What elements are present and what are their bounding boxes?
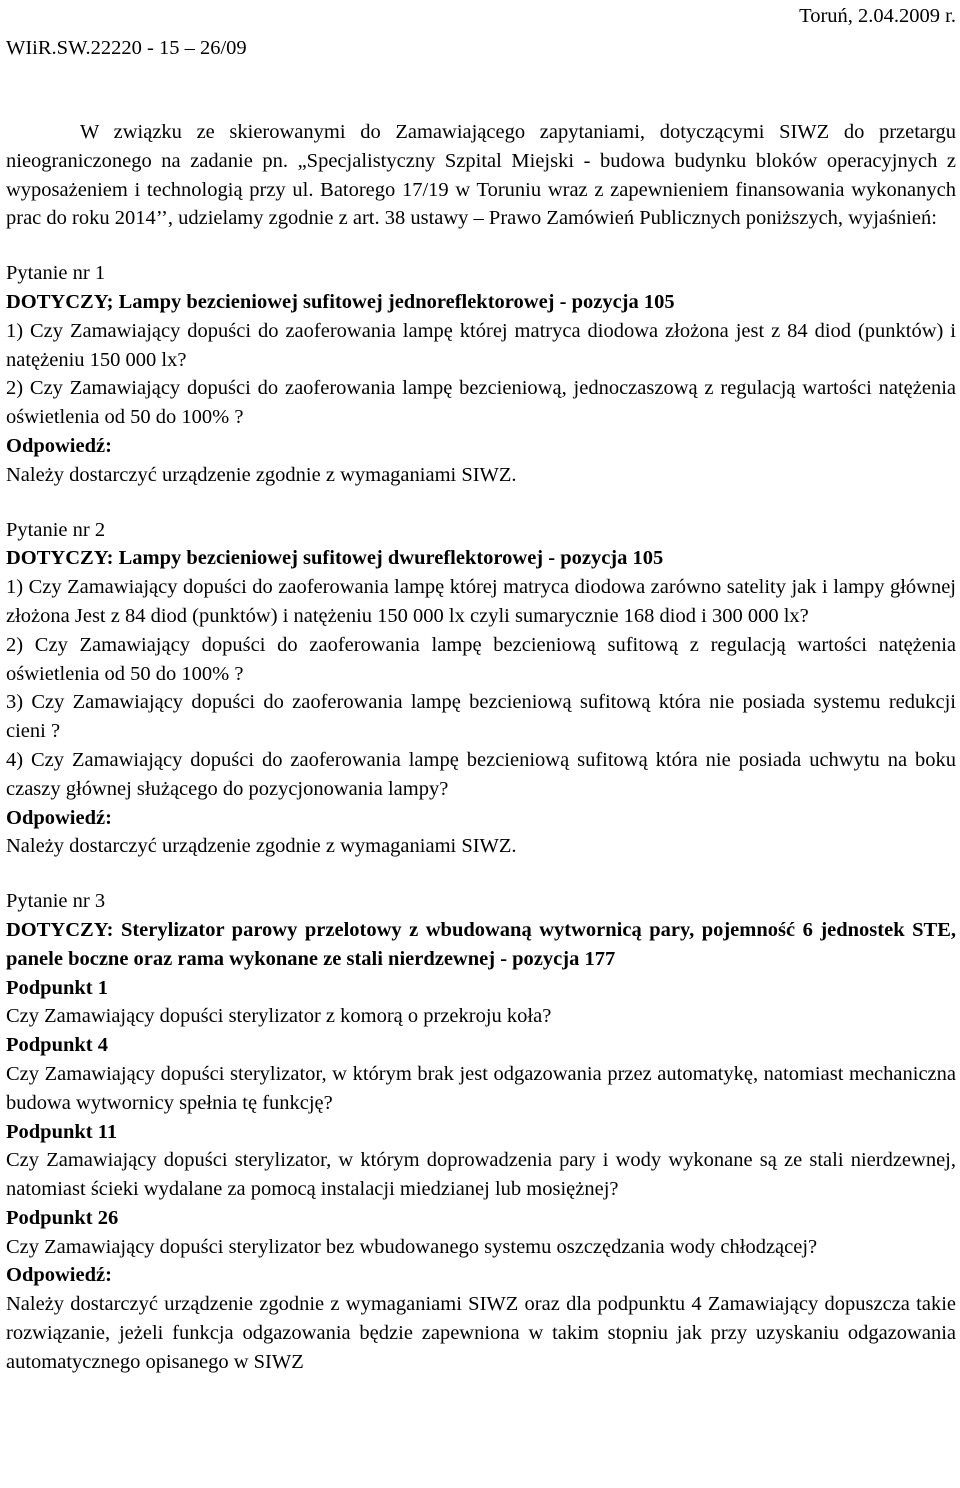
subpoint-text: Czy Zamawiający dopuści sterylizator z komorą o przekroju koła? [6,1005,552,1028]
reference-number: WIiR.SW.22220 - 15 – 26/09 [6,37,247,59]
question-item: 2) Czy Zamawiający dopuści do zaoferowania lampę bezcieniową, jednoczaszową z regulacją wartości natężenia oświetlenia od 50 do 100% ? [6,377,956,429]
question-subject: DOTYCZY; Lampy bezcieniowej sufitowej jednoreflektorowej - pozycja 105 [6,290,675,313]
subpoint-text: Czy Zamawiający dopuści sterylizator, w którym brak jest odgazowania przez automatykę, natomiast mechaniczna budowa wytwornicy spełnia tę funkcję? [6,1062,956,1114]
intro-paragraph: W związku ze skierowanymi do Zamawiającego zapytaniami, dotyczącymi SIWZ do przetargu nieograniczonego na zadanie pn. „Specjalistyczny Szpital Miejski - budowa budynku bloków operacyjnych z wyposażeniem i technologią przy ul. Batorego 17/19 w Toruniu wraz z zapewnieniem finansowania wykonanych prac do roku 2014’’, udzielamy zgodnie z art. 38 ustawy – Prawo Zamówień Publicznych poniższych, wyjaśnień: [6,121,956,230]
subpoint-label: Podpunkt 26 [6,1206,119,1229]
question-title: Pytanie nr 3 [6,890,106,913]
answer-label: Odpowiedź: [6,434,112,457]
subpoint-label: Podpunkt 1 [6,976,108,999]
answer-label: Odpowiedź: [6,1264,112,1287]
subpoint-text: Czy Zamawiający dopuści sterylizator bez wbudowanego systemu oszczędzania wody chłodzącej? [6,1235,818,1258]
question-item: 4) Czy Zamawiający dopuści do zaoferowania lampę bezcieniową sufitową która nie posiada uchwytu na boku czaszy głównej służącego do pozycjonowania lampy? [6,748,956,800]
subpoint-text: Czy Zamawiający dopuści sterylizator, w którym doprowadzenia pary i wody wykonane są ze stali nierdzewnej, natomiast ścieki wydalane za pomocą instalacji miedzianej lub mosiężnej? [6,1149,956,1201]
place-date: Toruń, 2.04.2009 r. [799,5,956,27]
question-1 [6,259,956,489]
answer-text: Należy dostarczyć urządzenie zgodnie z wymaganiami SIWZ. [6,463,517,486]
question-item: 3) Czy Zamawiający dopuści do zaoferowania lampę bezcieniową sufitową która nie posiada systemu redukcji cieni ? [6,691,956,743]
question-2 [6,516,956,862]
subpoint-label: Podpunkt 4 [6,1034,108,1057]
question-subject: DOTYCZY: Sterylizator parowy przelotowy z wbudowaną wytwornicą pary, pojemność 6 jednostek STE, panele boczne oraz rama wykonane ze stali nierdzewnej - pozycja 177 [6,918,956,970]
question-item: 1) Czy Zamawiający dopuści do zaoferowania lampę której matryca diodowa złożona jest z 84 diod (punktów) i natężeniu 150 000 lx? [6,319,956,371]
answer-label: Odpowiedź: [6,806,112,829]
document-page [6,0,956,1377]
subpoint-label: Podpunkt 11 [6,1120,118,1143]
question-subject: DOTYCZY: Lampy bezcieniowej sufitowej dwureflektorowej - pozycja 105 [6,547,664,570]
question-title: Pytanie nr 1 [6,262,106,285]
question-item: 1) Czy Zamawiający dopuści do zaoferowania lampę której matryca diodowa zarówno satelity jak i lampy głównej złożona Jest z 84 diod (punktów) i natężeniu 150 000 lx czyli sumarycznie 168 diod i 300 000 lx? [6,576,956,627]
answer-text: Należy dostarczyć urządzenie zgodnie z wymaganiami SIWZ. [6,835,517,858]
question-title: Pytanie nr 2 [6,518,106,541]
question-item: 2) Czy Zamawiający dopuści do zaoferowania lampę bezcieniową sufitową z regulacją wartości natężenia oświetlenia od 50 do 100% ? [6,633,956,685]
question-3 [6,887,956,1377]
document-header [6,0,956,118]
answer-text: Należy dostarczyć urządzenie zgodnie z wymaganiami SIWZ oraz dla podpunktu 4 Zamawiający dopuszcza takie rozwiązanie, jeżeli funkcja odgazowania będzie zapewniona w takim stopniu jak przy uzyskaniu odgazowania automatycznego opisanego w SIWZ [6,1293,956,1373]
